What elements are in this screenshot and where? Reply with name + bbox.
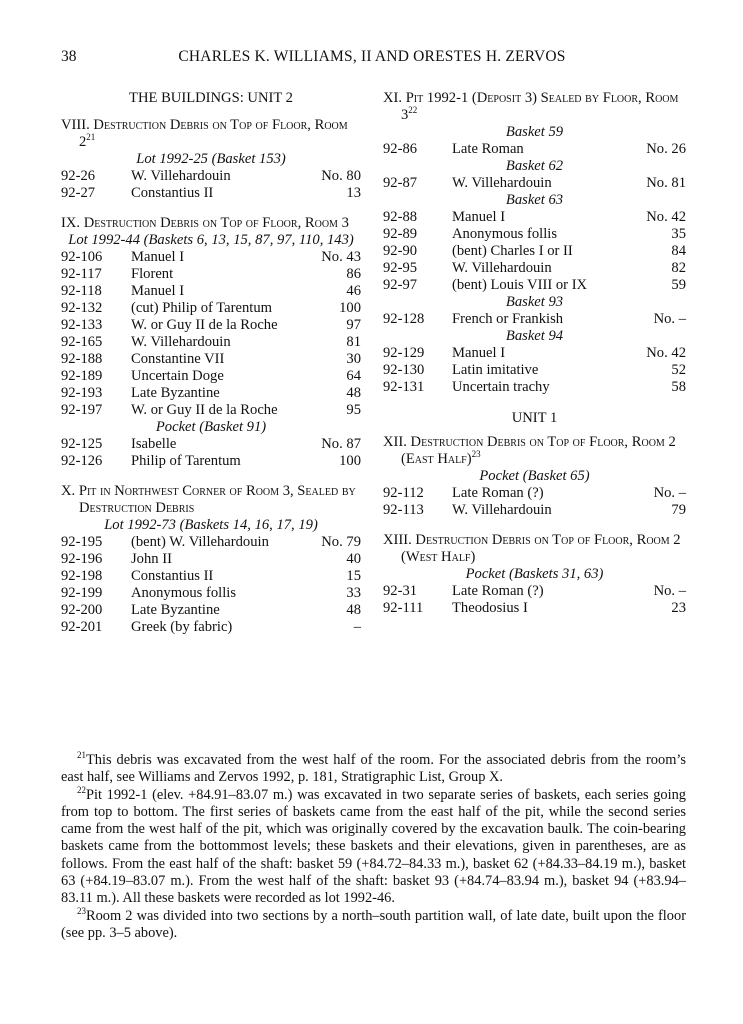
catalogue-number: No. 80 [321,168,361,184]
coin-identification: Manuel I [452,345,506,361]
inventory-number: 92-197 [61,402,103,418]
inventory-number: 92-125 [61,436,103,452]
inventory-number: 92-95 [383,260,418,276]
coin-row [383,175,686,192]
coin-identification: Theodosius I [452,600,528,616]
coin-identification: Manuel I [131,249,185,265]
coin-identification: Philip of Tarentum [131,453,241,469]
footnote [61,752,686,787]
coin-row [61,185,361,202]
coin-identification: (bent) W. Villehardouin [131,534,269,550]
coin-identification: Late Byzantine [131,602,220,618]
lot-subheading: Basket 59 [505,124,564,140]
catalogue-number: 100 [339,300,361,316]
inventory-number: 92-88 [383,209,418,225]
coin-row [61,351,361,368]
inventory-number: 92-131 [383,379,425,395]
inventory-number: 92-118 [61,283,102,299]
inventory-number: 92-106 [61,249,103,265]
inventory-number: 92-201 [61,619,103,635]
inventory-number: 92-196 [61,551,103,567]
coin-row [383,502,686,519]
coin-identification: Anonymous follis [131,585,236,601]
coin-identification: Constantius II [131,568,214,584]
catalogue-number: No. 26 [646,141,686,157]
inventory-number: 92-130 [383,362,425,378]
coin-list [383,345,686,396]
stratigraphic-section [61,483,361,636]
coin-identification: Florent [131,266,174,282]
running-head: CHARLES K. WILLIAMS, II AND ORESTES H. ZERVOS [178,48,566,65]
section-heading: VIII. Destruction Debris on Top of Floor, Room $2^{21}$ [61,117,348,150]
catalogue-number: 82 [671,260,686,276]
inventory-number: 92-128 [383,311,425,327]
footnote-text: Pit 1992-1 (elev. +84.91–83.07 m.) was excavated in two separate series of baskets, each series going from top to bottom. The first series of baskets came from the east half of the pit, while the second series came from the west half of the pit, which was originally covered by the excavation baulk. The coin-bearing baskets came from the bottommost levels; these baskets and their elevations, given in parentheses, are as follows. From the east half of the shaft: basket 59 (+84.72–84.33 m.), basket 62 (+84.33–84.19 m.), basket 63 (+84.19–83.07 m.). From the west half of the shaft: basket 93 (+84.74–83.94 m.), basket 94 (+83.94–83.11 m.). All these baskets were recorded as lot 1992-46. [61,786,686,907]
coin-row [383,277,686,294]
inventory-number: 92-27 [61,185,96,201]
footnote-reference: 22 [408,105,418,116]
coin-identification: W. Villehardouin [452,502,552,518]
coin-row [383,209,686,226]
inventory-number: 92-111 [383,600,424,616]
coin-identification: W. Villehardouin [131,168,231,184]
coin-row [383,362,686,379]
coin-identification: W. Villehardouin [452,175,552,191]
inventory-number: 92-188 [61,351,103,367]
inventory-number: 92-86 [383,141,418,157]
catalogue-number: 33 [346,585,361,601]
coin-row [383,600,686,617]
stratigraphic-section [383,434,686,519]
inventory-number: 92-133 [61,317,103,333]
coin-identification: (bent) Charles I or II [452,243,573,259]
catalogue-number: No. 42 [646,345,686,361]
inventory-number: 92-112 [383,485,424,501]
lot-subheading: Basket 93 [505,294,564,310]
catalogue-number: – [353,619,361,635]
coin-identification: Greek (by fabric) [131,619,233,635]
coin-list [61,168,361,202]
coin-list [383,209,686,294]
inventory-number: 92-90 [383,243,418,259]
footnote-text: Room 2 was divided into two sections by a north–south partition wall, of late date, built upon the floor (see pp. 3–5 above). [61,907,686,941]
stratigraphic-section [61,117,361,202]
catalogue-number: 23 [671,600,686,616]
catalogue-number: 58 [671,379,686,395]
catalogue-number: 86 [346,266,361,282]
page-number: 38 [61,48,77,65]
catalogue-number: 81 [346,334,361,350]
lot-subheading: Pocket (Basket 65) [479,468,590,484]
catalogue-number: 15 [346,568,361,584]
section-heading: XI. Pit 1992-1 (Deposit 3) Sealed by Floor, Room $3^{22}$ [383,90,679,123]
footnote-number: 22 [77,784,86,795]
inventory-number: 92-189 [61,368,103,384]
catalogue-number: 59 [671,277,686,293]
section-heading: XIII. Destruction Debris on Top of Floor, Room 2 (West Half) [383,532,681,565]
footnote-number: 23 [77,905,86,916]
coin-row [61,249,361,266]
coin-row [61,385,361,402]
catalogue-number: No. 81 [646,175,686,191]
section-heading: X. Pit in Northwest Corner of Room 3, Sealed by Destruction Debris [61,483,356,516]
catalogue-number: 52 [671,362,686,378]
coin-row [383,379,686,396]
inventory-number: 92-117 [61,266,102,282]
catalogue-number: No. 79 [321,534,361,550]
inventory-number: 92-87 [383,175,418,191]
catalogue-number: 100 [339,453,361,469]
catalogue-number: 48 [346,602,361,618]
inventory-number: 92-200 [61,602,103,618]
coin-identification: Late Roman (?) [452,583,544,599]
lot-subheading: Basket 62 [505,158,564,174]
coin-identification: (cut) Philip of Tarentum [131,300,272,316]
catalogue-number: 46 [346,283,361,299]
coin-identification: (bent) Louis VIII or IX [452,277,588,293]
catalogue-number: 64 [346,368,361,384]
coin-identification: Constantius II [131,185,214,201]
coin-row [61,300,361,317]
coin-identification: Late Byzantine [131,385,220,401]
coin-identification: Uncertain Doge [131,368,224,384]
inventory-number: 92-198 [61,568,103,584]
lot-subheading: Pocket (Baskets 31, 63) [465,566,604,582]
footnote [61,905,686,943]
coin-identification: Uncertain trachy [452,379,550,395]
inventory-number: 92-199 [61,585,103,601]
lot-subheading: Lot 1992-73 (Baskets 14, 16, 17, 19) [104,517,318,533]
coin-row [61,585,361,602]
catalogue-number: 79 [671,502,686,518]
coin-identification: Late Roman (?) [452,485,544,501]
inventory-number: 92-165 [61,334,103,350]
lot-subheading: Lot 1992-44 (Baskets 6, 13, 15, 87, 97, 110, 143) [68,232,354,248]
coin-row [61,534,361,551]
lot-subheading: Basket 94 [505,328,564,344]
coin-identification: John II [131,551,172,567]
catalogue-number: 84 [671,243,686,259]
coin-row [61,283,361,300]
coin-row [383,141,686,158]
footnotes [61,752,686,942]
coin-row [61,453,361,470]
catalogue-number: No. 87 [321,436,361,452]
coin-row [383,583,686,600]
right-column [383,90,686,630]
right-column-bottom [383,434,686,617]
lot-subheading: Pocket (Basket 91) [155,419,267,435]
catalogue-number: No. – [653,311,686,327]
coin-identification: French or Frankish [452,311,564,327]
coin-row [61,619,361,636]
catalogue-number: 30 [346,351,361,367]
coin-identification: W. or Guy II de la Roche [131,402,278,418]
inventory-number: 92-89 [383,226,418,242]
inventory-number: 92-113 [383,502,424,518]
coin-list [383,175,686,192]
coin-row [61,436,361,453]
coin-row [61,402,361,419]
coin-identification: Anonymous follis [452,226,557,242]
stratigraphic-section [61,215,361,470]
unit-heading: UNIT 1 [511,410,558,426]
coin-row [383,311,686,328]
lot-subheading: Lot 1992-25 (Basket 153) [136,151,286,167]
coin-list [61,534,361,636]
coin-identification: Manuel I [131,283,185,299]
catalogue-number: No. 42 [646,209,686,225]
coin-row [61,568,361,585]
left-column [61,90,361,649]
inventory-number: 92-31 [383,583,418,599]
coin-list [383,583,686,617]
coin-identification: W. Villehardouin [452,260,552,276]
lot-subheading: Basket 63 [505,192,564,208]
coin-list [61,249,361,419]
inventory-number: 92-193 [61,385,103,401]
coin-list [383,141,686,158]
coin-row [383,345,686,362]
inventory-number: 92-195 [61,534,103,550]
coin-identification: Late Roman [452,141,524,157]
coin-row [383,226,686,243]
catalogue-number: No. 43 [321,249,361,265]
coin-identification: Manuel I [452,209,506,225]
stratigraphic-section [383,90,686,396]
coin-identification: W. Villehardouin [131,334,231,350]
section-heading: IX. Destruction Debris on Top of Floor, Room 3 [61,215,349,231]
catalogue-number: 13 [346,185,361,201]
coin-list [383,485,686,519]
catalogue-number: 48 [346,385,361,401]
footnote [61,784,686,908]
section-heading: XII. Destruction Debris on Top of Floor, Room 2 (East Half)$^{23}$ [383,434,676,467]
coin-row [61,602,361,619]
coin-identification: W. or Guy II de la Roche [131,317,278,333]
page-header [61,48,683,70]
catalogue-number: 97 [346,317,361,333]
coin-row [383,260,686,277]
coin-identification: Isabelle [131,436,177,452]
catalogue-number: No. – [653,583,686,599]
catalogue-number: 95 [346,402,361,418]
coin-row [61,317,361,334]
coin-row [61,168,361,185]
inventory-number: 92-132 [61,300,103,316]
inventory-number: 92-26 [61,168,96,184]
inventory-number: 92-126 [61,453,103,469]
inventory-number: 92-97 [383,277,418,293]
catalogue-number: No. – [653,485,686,501]
coin-row [383,485,686,502]
inventory-number: 92-129 [383,345,425,361]
catalogue-number: 40 [346,551,361,567]
right-column-top [383,90,686,396]
footnote-reference: 21 [86,132,96,143]
coin-list [61,436,361,470]
coin-row [61,368,361,385]
unit-heading: THE BUILDINGS: UNIT 2 [129,90,293,106]
footnote-text: This debris was excavated from the west half of the room. For the associated debris from the room’s east half, see Williams and Zervos 1992, p. 181, Stratigraphic List, Group X. [61,752,686,786]
coin-identification: Latin imitative [452,362,539,378]
coin-list [383,311,686,328]
coin-row [61,551,361,568]
coin-identification: Constantine VII [131,351,225,367]
coin-row [61,266,361,283]
footnote-reference: 23 [471,449,481,460]
catalogue-number: 35 [671,226,686,242]
footnote-number: 21 [77,750,86,761]
stratigraphic-section [383,532,686,617]
coin-row [383,243,686,260]
coin-row [61,334,361,351]
